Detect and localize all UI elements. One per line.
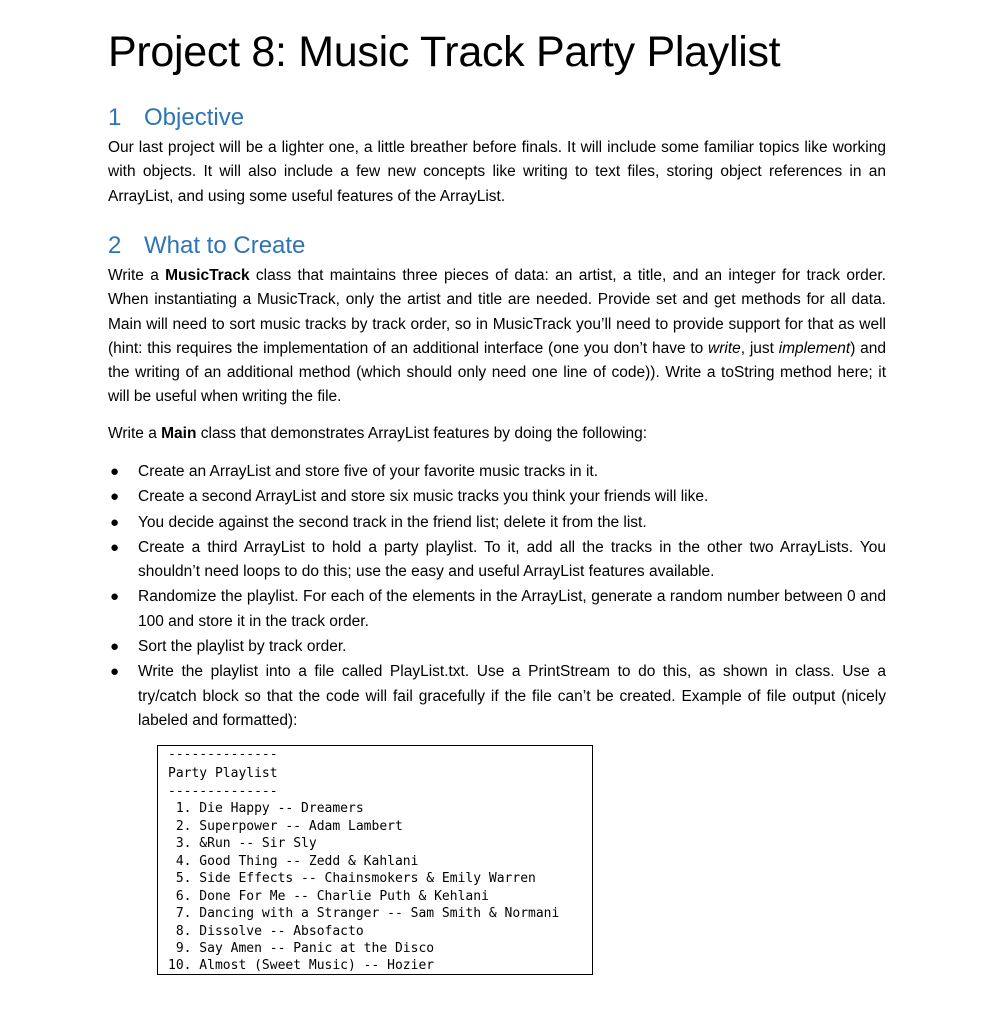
list-item-text: Create an ArrayList and store five of your favorite music tracks in it. [138, 463, 599, 480]
text-run: , just [740, 339, 779, 357]
list-item [108, 511, 886, 535]
text-run: Write a [108, 425, 162, 442]
divider-line: -------------- [168, 784, 278, 799]
section-heading-objective [108, 104, 244, 132]
objective-paragraph: Our last project will be a lighter one, a little breather before finals. It will include some familiar topics like working with objects. It will also include a few new concepts like writing to text files, storing object references in an ArrayList, and using some useful features of the ArrayList. [108, 139, 886, 205]
bullet-icon: ● [110, 638, 120, 656]
main-class-paragraph [108, 422, 886, 446]
track-line: 4. Good Thing -- Zedd & Kahlani [168, 853, 419, 869]
track-line: 10. Almost (Sweet Music) -- Hozier [168, 958, 435, 973]
list-item-text: Create a third ArrayList to hold a party playlist. To it, add all the tracks in the other two ArrayLists. You shouldn’t need loops to do this; use the easy and useful ArrayList features available. [138, 538, 886, 581]
italic-word: implement [778, 339, 851, 357]
example-output-box [157, 745, 593, 975]
list-item-text: You decide against the second track in the friend list; delete it from the list. [138, 513, 647, 531]
section-title: Objective [144, 104, 245, 131]
text-run: class that demonstrates ArrayList features by doing the following: [196, 425, 648, 442]
track-line: 6. Done For Me -- Charlie Puth & Kehlani [168, 888, 489, 904]
bullet-icon: ● [110, 588, 120, 606]
section-number: 2 [108, 232, 122, 259]
section-number: 1 [108, 104, 122, 131]
list-item [108, 585, 886, 634]
section-heading-what-to-create [108, 232, 305, 260]
list-item-text: Write the playlist into a file called PlayList.txt. Use a PrintStream to do this, as shown in class. Use a try/catch block so that the code will fail gracefully if the file can’t be created. Example of file output (nicely labeled and formatted): [138, 663, 886, 729]
italic-word: write [708, 339, 741, 357]
track-line: 5. Side Effects -- Chainsmokers & Emily Warren [168, 871, 536, 886]
bullet-icon: ● [110, 663, 120, 681]
bullet-icon: ● [110, 463, 120, 480]
section-title: What to Create [144, 232, 306, 259]
track-line: 8. Dissolve -- Absofacto [168, 923, 364, 939]
list-item [108, 460, 886, 484]
track-line: 3. &Run -- Sir Sly [168, 836, 317, 851]
track-line: 9. Say Amen -- Panic at the Disco [168, 941, 435, 956]
bullet-icon: ● [110, 513, 120, 531]
list-item [108, 635, 886, 659]
text-run: class that maintains three pieces of data: an artist, a title, and an integer for track order. When instantiating a MusicTrack, only the artist and title are needed. Provide set and get methods for all data. Main will need to sort music tracks by track order, so in MusicTrack you’ll need to provide support for that as well (hint: this requires the implementation of an additional interface (one you don’t have to [108, 267, 886, 357]
list-item-text: Sort the playlist by track order. [138, 638, 347, 656]
list-item [108, 660, 886, 733]
track-line: 1. Die Happy -- Dreamers [168, 801, 364, 816]
track-line: 2. Superpower -- Adam Lambert [168, 818, 403, 834]
bullet-icon: ● [110, 538, 120, 556]
musictrack-paragraph [108, 264, 886, 410]
list-item-text: Randomize the playlist. For each of the elements in the ArrayList, generate a random number between 0 and 100 and store it in the track order. [138, 588, 886, 630]
page-title: Project 8: Music Track Party Playlist [108, 28, 781, 76]
text-run: Write a [108, 267, 166, 284]
divider-line: -------------- [168, 747, 278, 762]
list-item-text: Create a second ArrayList and store six music tracks you think your friends will like. [138, 488, 709, 506]
bold-class-name: MusicTrack [165, 267, 250, 284]
list-item [108, 536, 886, 585]
bullet-icon: ● [110, 488, 120, 506]
track-line: 7. Dancing with a Stranger -- Sam Smith & Normani [168, 906, 560, 921]
text-run: ) and the writing of an additional method (which should only need one line of code)). Write a toString method here; it will be useful when writing the file. [108, 339, 886, 406]
list-item [108, 485, 886, 509]
requirements-list [108, 460, 886, 733]
playlist-header: Party Playlist [168, 766, 278, 781]
bold-class-name: Main [161, 425, 197, 442]
